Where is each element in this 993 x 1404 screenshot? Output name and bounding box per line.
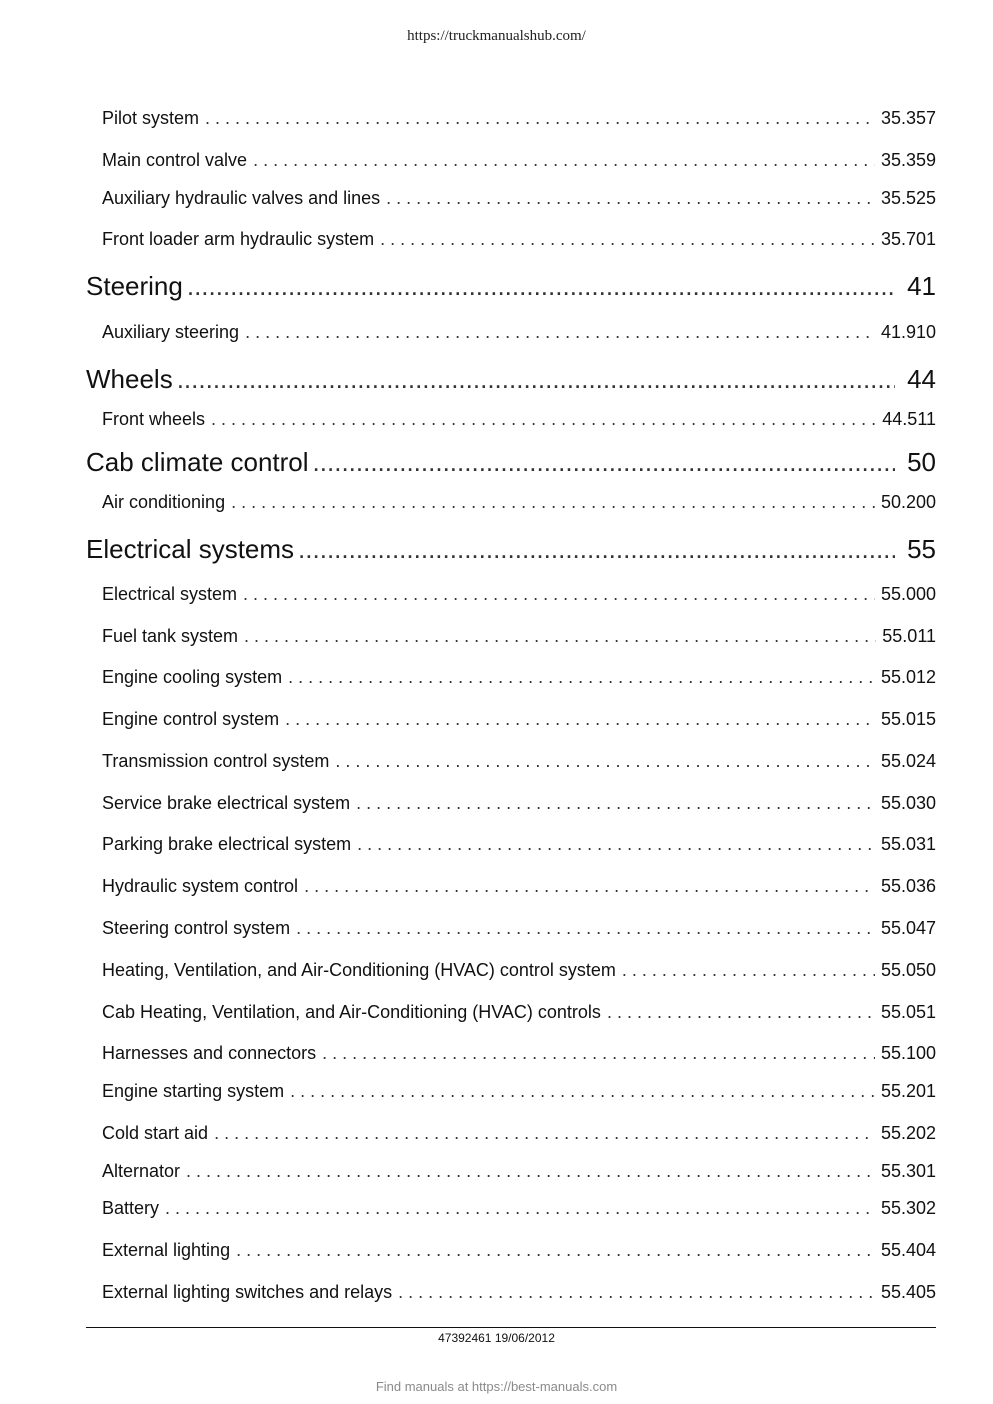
toc-entry-page: 50.200 [880, 492, 936, 512]
toc-entry[interactable] [102, 876, 936, 897]
toc-entry[interactable] [102, 492, 936, 513]
footer-manuals-link[interactable]: Find manuals at https://best-manuals.com [375, 1379, 618, 1394]
toc-entry-page: 55.405 [880, 1282, 936, 1302]
toc-section[interactable] [86, 271, 936, 302]
toc-section-title: Electrical systems [86, 534, 295, 564]
toc-entry[interactable] [102, 1240, 936, 1261]
footer-document-code: 47392461 19/06/2012 [438, 1331, 555, 1345]
dot-leader [398, 1282, 875, 1303]
toc-entry[interactable] [102, 1282, 936, 1303]
toc-entry-page: 55.024 [880, 751, 936, 771]
toc-entry-page: 55.202 [880, 1123, 936, 1143]
toc-section[interactable] [86, 534, 936, 565]
dot-leader [356, 793, 875, 814]
toc-entry-title: Hydraulic system control [102, 876, 299, 896]
toc-entry-page: 35.359 [880, 150, 936, 170]
toc-entry[interactable] [102, 709, 936, 730]
dot-leader [622, 960, 875, 981]
dot-leader [244, 626, 876, 647]
dot-leader [211, 409, 876, 430]
toc-entry[interactable] [102, 322, 936, 343]
toc-entry[interactable] [102, 188, 936, 209]
dot-leader [285, 709, 875, 730]
dot-leader [245, 322, 875, 343]
toc-entry[interactable] [102, 1081, 936, 1102]
toc-entry-page: 35.701 [880, 229, 936, 249]
dot-leader [231, 492, 875, 513]
toc-entry-title: Cold start aid [102, 1123, 209, 1143]
toc-entry-title: Front wheels [102, 409, 206, 429]
toc-section-page: 44 [907, 364, 936, 394]
toc-entry-page: 55.036 [880, 876, 936, 896]
toc-entry-page: 35.357 [880, 108, 936, 128]
dot-leader [298, 534, 895, 565]
toc-entry-title: Engine cooling system [102, 667, 283, 687]
toc-entry[interactable] [102, 793, 936, 814]
dot-leader [253, 150, 875, 171]
toc-entry-title: External lighting switches and relays [102, 1282, 393, 1302]
toc-entry-page: 55.201 [880, 1081, 936, 1101]
toc-entry[interactable] [102, 1198, 936, 1219]
dot-leader [290, 1081, 875, 1102]
toc-entry-title: Service brake electrical system [102, 793, 351, 813]
toc-entry-page: 41.910 [880, 322, 936, 342]
toc-entry-page: 35.525 [880, 188, 936, 208]
dot-leader [187, 271, 895, 302]
toc-section-page: 55 [907, 534, 936, 564]
dot-leader [177, 364, 895, 395]
dot-leader [236, 1240, 875, 1261]
toc-section-title: Cab climate control [86, 447, 309, 477]
toc-entry-title: Battery [102, 1198, 160, 1218]
toc-entry-title: Engine control system [102, 709, 280, 729]
toc-entry-title: Cab Heating, Ventilation, and Air-Conditioning (HVAC) controls [102, 1002, 601, 1022]
toc-entry-title: Parking brake electrical system [102, 834, 352, 854]
toc-section-page: 41 [907, 271, 936, 301]
toc-entry[interactable] [102, 667, 936, 688]
toc-section-page: 50 [907, 447, 936, 477]
dot-leader [357, 834, 875, 855]
toc-entry-page: 55.050 [880, 960, 936, 980]
toc-entry-page: 44.511 [882, 409, 936, 429]
toc-entry-title: Pilot system [102, 108, 200, 128]
toc-entry-title: External lighting [102, 1240, 231, 1260]
toc-entry-title: Electrical system [102, 584, 238, 604]
toc-entry-page: 55.012 [880, 667, 936, 687]
toc-entry-page: 55.000 [880, 584, 936, 604]
dot-leader [205, 108, 875, 129]
toc-entry[interactable] [102, 918, 936, 939]
dot-leader [165, 1198, 875, 1219]
toc-section[interactable] [86, 364, 936, 395]
toc-entry-title: Main control valve [102, 150, 248, 170]
toc-entry[interactable] [102, 150, 936, 171]
toc-entry[interactable] [102, 409, 936, 430]
toc-entry-title: Front loader arm hydraulic system [102, 229, 375, 249]
toc-entry-title: Alternator [102, 1161, 181, 1181]
toc-entry[interactable] [102, 834, 936, 855]
dot-leader [304, 876, 875, 897]
toc-entry-title: Auxiliary hydraulic valves and lines [102, 188, 381, 208]
header-url[interactable]: https://truckmanualshub.com/ [407, 28, 586, 44]
dot-leader [607, 1002, 875, 1023]
toc-entry-title: Air conditioning [102, 492, 226, 512]
toc-section-title: Wheels [86, 364, 173, 394]
toc-entry-page: 55.051 [880, 1002, 936, 1022]
toc-entry-title: Transmission control system [102, 751, 330, 771]
toc-entry[interactable] [102, 1123, 936, 1144]
dot-leader [322, 1043, 875, 1064]
toc-entry[interactable] [102, 1043, 936, 1064]
toc-entry-title: Fuel tank system [102, 626, 239, 646]
toc-entry[interactable] [102, 1161, 936, 1182]
toc-entry[interactable] [102, 229, 936, 250]
toc-entry[interactable] [102, 1002, 936, 1023]
dot-leader [335, 751, 875, 772]
toc-entry-title: Auxiliary steering [102, 322, 240, 342]
dot-leader [386, 188, 875, 209]
toc-entry-page: 55.301 [880, 1161, 936, 1181]
dot-leader [243, 584, 875, 605]
toc-entry-title: Engine starting system [102, 1081, 285, 1101]
dot-leader [288, 667, 875, 688]
dot-leader [296, 918, 875, 939]
toc-entry[interactable] [102, 751, 936, 772]
toc-entry-page: 55.047 [880, 918, 936, 938]
toc-entry-page: 55.100 [880, 1043, 936, 1063]
dot-leader [214, 1123, 875, 1144]
footer-divider [86, 1327, 936, 1328]
dot-leader [380, 229, 875, 250]
toc-entry-title: Heating, Ventilation, and Air-Conditioning (HVAC) control system [102, 960, 616, 980]
toc-entry[interactable] [102, 626, 936, 647]
toc-entry-page: 55.302 [880, 1198, 936, 1218]
dot-leader [313, 447, 896, 478]
toc-entry[interactable] [102, 584, 936, 605]
toc-entry-title: Steering control system [102, 918, 291, 938]
toc-entry-page: 55.011 [882, 626, 936, 646]
toc-entry-page: 55.404 [880, 1240, 936, 1260]
toc-entry[interactable] [102, 108, 936, 129]
toc-entry-page: 55.031 [880, 834, 936, 854]
toc-entry-page: 55.015 [880, 709, 936, 729]
toc-entry[interactable] [102, 960, 936, 981]
toc-section-title: Steering [86, 271, 183, 301]
toc-entry-title: Harnesses and connectors [102, 1043, 317, 1063]
dot-leader [186, 1161, 875, 1182]
toc-entry-page: 55.030 [880, 793, 936, 813]
toc-section[interactable] [86, 447, 936, 478]
